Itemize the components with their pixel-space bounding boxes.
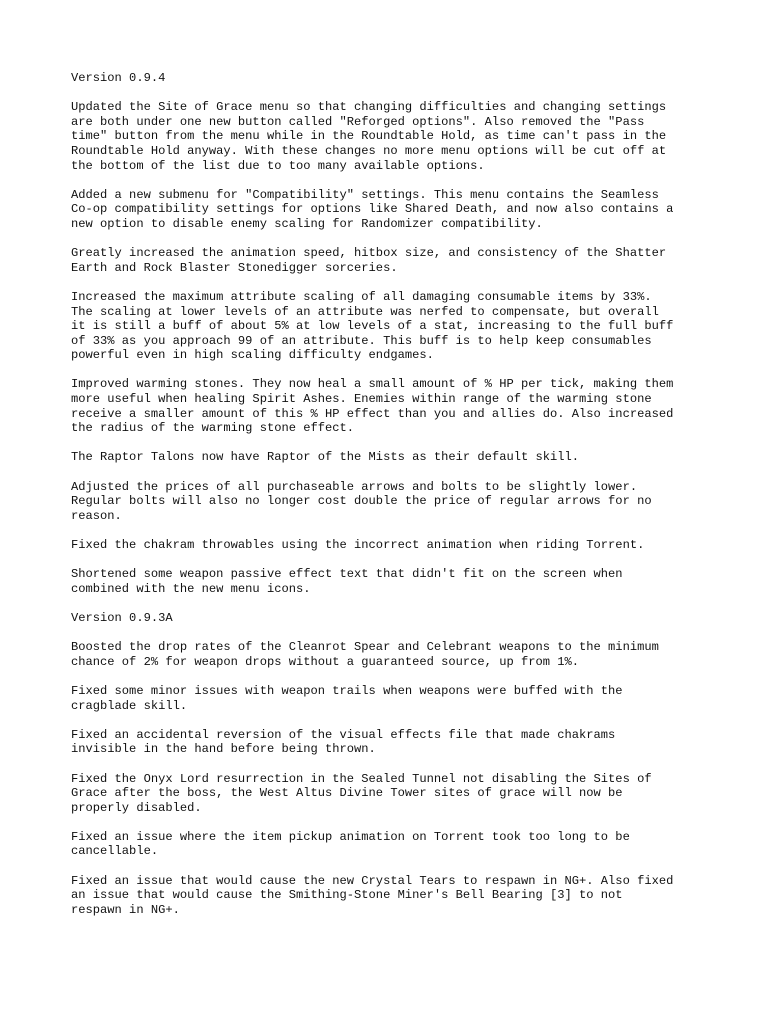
version-heading: Version 0.9.3A [71, 610, 173, 625]
changelog-entry: Fixed some minor issues with weapon trails when weapons were buffed with the cragblade skill. [71, 683, 623, 713]
changelog-entry: Fixed the chakram throwables using the incorrect animation when riding Torrent. [71, 538, 645, 552]
changelog-entry: Shortened some weapon passive effect text that didn't fit on the screen when combined with the new menu icons. [71, 567, 623, 596]
changelog-entry: Added a new submenu for "Compatibility" settings. This menu contains the Seamless Co-op compatibility settings for options like Shared Death, and now also contains a new option to disable enemy scaling for Randomizer compatibility. [71, 187, 674, 231]
changelog-entry: Greatly increased the animation speed, hitbox size, and consistency of the Shatter Earth and Rock Blaster Stonedigger sorceries. [71, 246, 667, 275]
changelog-entry: The Raptor Talons now have Raptor of the Mists as their default skill. [71, 450, 580, 465]
changelog-entry: Fixed the Onyx Lord resurrection in the Sealed Tunnel not disabling the Sites of Grace after the boss, the West Altus Divine Tower sites of grace will now be properly disabled. [71, 771, 652, 815]
changelog-entry: Fixed an accidental reversion of the visual effects file that made chakrams invisible in the hand before being thrown. [71, 727, 616, 757]
changelog-entry: Updated the Site of Grace menu so that changing difficulties and changing settings are both under one new button called "Reforged options". Also removed the "Pass time" button from the menu while in the Roundtable Hold, as time can't pass in the Roundtable Hold anyway. With these changes no more menu options will be cut off at the bottom of the list due to too many available options. [71, 100, 667, 173]
version-heading: Version 0.9.4 [71, 71, 166, 85]
changelog-entry: Fixed an issue that would cause the new Crystal Tears to respawn in NG+. Also fixed an issue that would cause the Smithing-Stone Miner's Bell Bearing [3] to not respawn in NG+. [71, 873, 674, 917]
changelog-entry: Fixed an issue where the item pickup animation on Torrent took too long to be cancellable. [71, 829, 630, 859]
changelog-entry: Increased the maximum attribute scaling of all damaging consumable items by 33%. The scaling at lower levels of an attribute was nerfed to compensate, but overall it is still a buff of about 5% at low levels of a stat, increasing to the full buff of 33% as you approach 99 of an attribute. This buff is to help keep consumables powerful even in high scaling difficulty endgames. [71, 289, 674, 363]
changelog-entry: Improved warming stones. They now heal a small amount of % HP per tick, making them more useful when healing Spirit Ashes. Enemies within range of the warming stone receive a smaller amount of this % HP effect than you and allies do. Also increased the radius of the warming stone effect. [71, 377, 674, 436]
changelog-document [71, 71, 711, 932]
changelog-entry: Adjusted the prices of all purchaseable arrows and bolts to be slightly lower. Regular bolts will also no longer cost double the price of regular arrows for no reason. [71, 479, 652, 523]
changelog-entry: Boosted the drop rates of the Cleanrot Spear and Celebrant weapons to the minimum chance of 2% for weapon drops without a guaranteed source, up from 1%. [71, 640, 659, 669]
